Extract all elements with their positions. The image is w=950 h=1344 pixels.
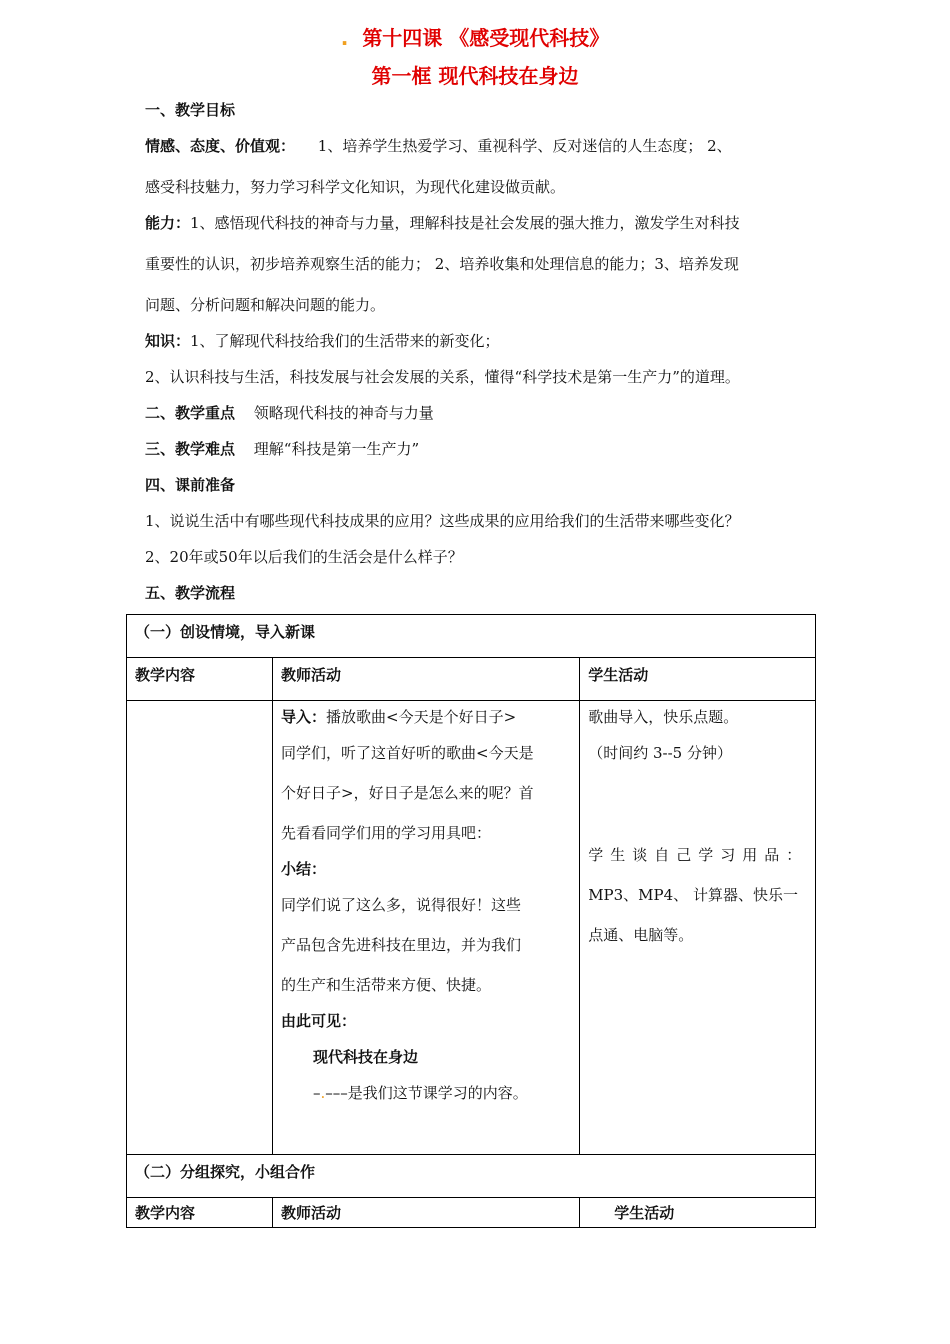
lesson-subtitle: 第一框 现代科技在身边 [371, 64, 579, 88]
teacher-conclusion-label: 由此可见： [281, 1012, 357, 1030]
column-header-teacher-2: 教师活动 [273, 1198, 580, 1228]
column-header-teacher: 教师活动 [273, 658, 580, 701]
key-point-text: 领略现代科技的神奇与力量 [253, 404, 434, 422]
lesson-title [0, 22, 950, 51]
teacher-summary-label: 小结： [281, 860, 327, 878]
emotion-text-2: 感受科技魅力，努力学习科学文化知识，为现代化建设做贡献。 [145, 178, 566, 196]
teacher-text-line: 先看看同学们用的学习用具吧： [281, 824, 492, 842]
student-text-line: （时间约 3--5 分钟） [588, 744, 732, 762]
column-header-student-2: 学生活动 [580, 1198, 816, 1228]
key-point-label: 二、教学重点 [145, 404, 236, 422]
difficulty-label: 三、教学难点 [145, 440, 236, 458]
teacher-topic: 现代科技在身边 [313, 1048, 419, 1066]
teaching-process-table [126, 614, 816, 1228]
content-cell [127, 701, 273, 1155]
knowledge-line-1 [145, 330, 500, 351]
column-header-content-2: 教学内容 [127, 1198, 273, 1228]
ability-line-1 [145, 212, 740, 233]
student-text-line: MP3、MP4、 计算器、快乐一 [588, 886, 798, 904]
part1-title: （一）创设情境，导入新课 [127, 615, 816, 658]
teacher-text-line: 产品包含先进科技在里边，并为我们 [281, 936, 522, 954]
title-dot: . [340, 26, 349, 50]
preparation-question-1: 1、说说生活中有哪些现代科技成果的应用？这些成果的应用给我们的生活带来哪些变化？ [145, 512, 740, 530]
knowledge-label: 知识： [145, 332, 191, 350]
ability-text-2: 重要性的认识，初步培养观察生活的能力； 2、培养收集和处理信息的能力；3、培养发现 [145, 255, 739, 273]
teacher-text-line: 同学们，听了这首好听的歌曲<今天是 [281, 744, 534, 762]
difficulty-line [145, 438, 419, 459]
teacher-text-line: 同学们说了这么多，说得很好！这些 [281, 896, 522, 914]
key-point-line [145, 402, 434, 423]
teacher-intro-text: 播放歌曲<今天是个好日子> [326, 708, 517, 726]
teacher-last-text: –––是我们这节课学习的内容。 [325, 1084, 528, 1102]
teacher-last-dot: . [320, 1084, 326, 1102]
column-header-content: 教学内容 [127, 658, 273, 701]
emotion-text-1: 1、培养学生热爱学习、重视科学、反对迷信的人生态度； 2、 [317, 137, 732, 155]
ability-text-1: 1、感悟现代科技的神奇与力量，理解科技是社会发展的强大推力，激发学生对科技 [190, 214, 740, 232]
teacher-text-line: 的生产和生活带来方便、快捷。 [281, 976, 492, 994]
knowledge-text-2: 2、认识科技与生活，科技发展与社会发展的关系，懂得“科学技术是第一生产力”的道理。 [145, 368, 740, 386]
teacher-intro [281, 705, 571, 741]
teacher-last-prefix: – [313, 1084, 321, 1102]
student-text-line: 歌曲导入，快乐点题。 [588, 708, 739, 726]
emotion-line-1 [145, 135, 732, 156]
teacher-last-line [281, 1081, 571, 1121]
process-heading: 五、教学流程 [145, 584, 236, 602]
part2-title: （二）分组探究，小组合作 [127, 1155, 816, 1198]
difficulty-text: 理解“科技是第一生产力” [253, 440, 420, 458]
ability-text-3: 问题、分析问题和解决问题的能力。 [145, 296, 386, 314]
column-header-student: 学生活动 [580, 658, 816, 701]
teacher-activity-cell [273, 701, 580, 1155]
teacher-text-line: 个好日子>，好日子是怎么来的呢？首 [281, 784, 534, 802]
student-text-line: 点通、电脑等。 [588, 926, 694, 944]
knowledge-text-1: 1、了解现代科技给我们的生活带来的新变化； [190, 332, 500, 350]
emotion-label: 情感、态度、价值观： [145, 137, 296, 155]
lesson-title-text: 第十四课 《感受现代科技》 [362, 26, 610, 50]
student-activity-cell [580, 701, 816, 1155]
section-objectives-heading: 一、教学目标 [145, 101, 236, 119]
ability-label: 能力： [145, 214, 191, 232]
preparation-question-2: 2、20年或50年以后我们的生活会是什么样子？ [145, 548, 463, 566]
student-text-line: 学生谈自己学习用品： [588, 846, 809, 864]
preparation-heading: 四、课前准备 [145, 476, 236, 494]
teacher-intro-label: 导入： [281, 708, 327, 726]
